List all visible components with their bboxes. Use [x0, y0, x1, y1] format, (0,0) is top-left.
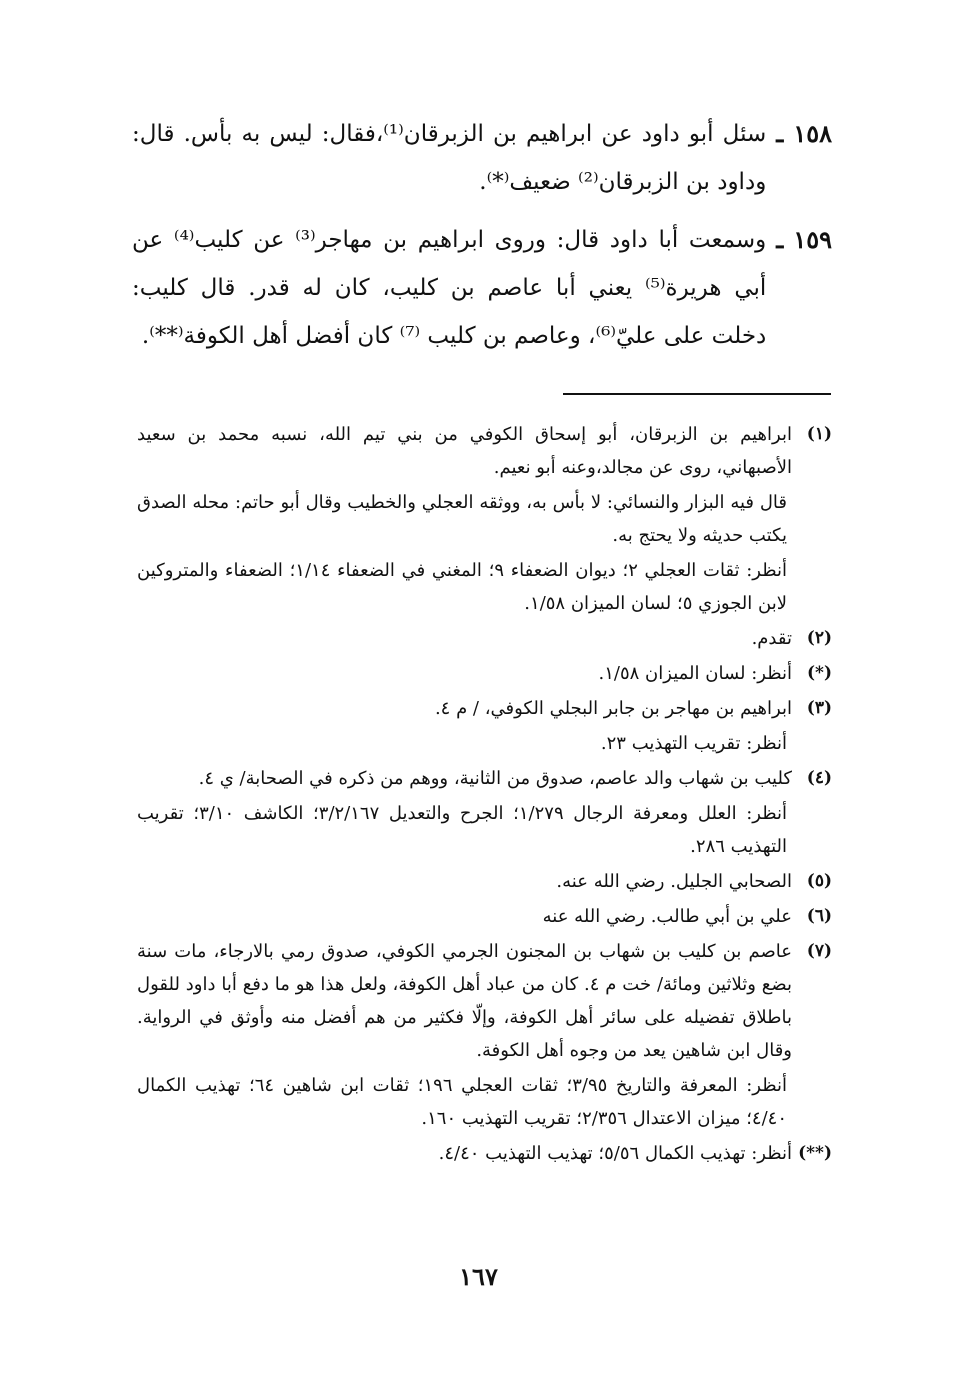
footnote-mark: (٢)	[806, 628, 832, 648]
footnote-text: أنظر: تهذيب الكمال ٥/٥٦؛ تهذيب التهذيب ٤/٤٠.	[438, 1143, 792, 1164]
footnote-mark: (*)	[807, 663, 832, 683]
footnote-text: كليب بن شهاب والد عاصم، صدوق من الثانية، ووهم من ذكره في الصحابة/ ي ٤.	[198, 768, 792, 789]
footnote-2	[137, 622, 832, 655]
entry-159	[132, 216, 832, 360]
footnote-text: أنظر: لسان الميزان ١/٥٨.	[598, 663, 792, 684]
footnote-text: علي بن أبي طالب. رضي الله عنه	[542, 906, 792, 927]
entry-text: وسمعت أبا داود قال: وروى ابراهيم بن مهاجر⁽³⁾ عن كليب⁽⁴⁾ عن أبي هريرة⁽⁵⁾ يعني أبا عاصم بن كليب، كان له قدر. قال كليب: دخلت على عليّ⁽⁶⁾، وعاصم بن كليب ⁽⁷⁾ كان أفضل أهل الكوفة⁽**⁾.	[132, 227, 767, 349]
footnote-double-star	[137, 1137, 832, 1170]
footnote-1-sub-2: أنظر: ثقات العجلي ٢؛ ديوان الضعفاء ٩؛ المغني في الضعفاء ١/١٤؛ الضعفاء والمتروكين لابن الجوزي ٥؛ لسان الميزان ١/٥٨.	[137, 560, 788, 614]
footnote-mark: (٦)	[806, 906, 832, 926]
footnote-mark: (٤)	[806, 768, 832, 788]
footnote-6	[137, 900, 832, 933]
footnote-star	[137, 657, 832, 690]
footnote-7-sub-1: أنظر: المعرفة والتاريخ ٣/٩٥؛ ثقات العجلي ١٩٦؛ ثقات ابن شاهين ٦٤؛ تهذيب الكمال ٤/٤٠؛ ميزان الاعتدال ٢/٣٥٦؛ تقريب التهذيب ١٦٠.	[137, 1075, 788, 1129]
footnote-mark: (**)	[798, 1143, 832, 1163]
main-text	[132, 110, 832, 370]
entry-text: سئل أبو داود عن ابراهيم بن الزبرقان⁽¹⁾،فقال: ليس به بأس. قال: وداود بن الزبرقان⁽²⁾ ضعيف⁽*⁾.	[132, 121, 767, 195]
footnote-4-sub-1: أنظر: العلل ومعرفة الرجال ١/٢٧٩؛ الجرح والتعديل ٣/٢/١٦٧؛ الكاشف ٣/١٠؛ تقريب التهذيب ٢٨٦.	[137, 803, 787, 857]
footnote-text: ابراهيم بن مهاجر بن جابر البجلي الكوفي، / م ٤.	[434, 698, 792, 719]
footnote-7	[137, 935, 832, 1067]
footnote-mark: (٧)	[806, 941, 832, 961]
footnote-3	[137, 692, 832, 725]
footnote-mark: (٣)	[806, 698, 832, 718]
footnote-mark: (٥)	[806, 871, 832, 891]
footnote-1	[137, 418, 832, 484]
footnote-4	[137, 762, 832, 795]
page-number: ١٦٧	[459, 1262, 498, 1291]
footnote-text: تقدم.	[751, 628, 792, 649]
footnote-text: الصحابي الجليل. رضي الله عنه.	[556, 871, 792, 892]
footnote-5	[137, 865, 832, 898]
entry-number: ١٥٩	[793, 225, 832, 254]
footnote-divider	[563, 393, 831, 395]
footnote-3-sub-1: أنظر: تقريب التهذيب ٢٣.	[600, 733, 787, 754]
entry-dash: ـ	[776, 225, 784, 254]
entry-158	[132, 110, 832, 206]
footnotes	[137, 418, 832, 1172]
footnote-text: ابراهيم بن الزبرقان، أبو إسحاق الكوفي من بني تيم الله، نسبه محمد بن سعيد الأصبهاني، روى عن مجالد،وعنه أبو نعيم.	[137, 424, 792, 478]
entry-number: ١٥٨	[793, 119, 832, 148]
entry-dash: ـ	[776, 119, 784, 148]
footnote-mark: (١)	[806, 424, 832, 444]
footnote-text: عاصم بن كليب بن شهاب بن المجنون الجرمي الكوفي، صدوق رمي بالارجاء، مات سنة بضع وثلاثين ومائة/ خت م ٤. كان من عباد أهل الكوفة، ولعل هذا هو ما دفع أبا داود للقول باطلاق تفضيله على سائر أهل الكوفة، وإلّا فكثير من هم أفضل منه وأوثق في الرواية. وقال ابن شاهين يعد من وجوه أهل الكوفة.	[137, 941, 792, 1061]
footnote-1-sub-1: قال فيه البزار والنسائي: لا بأس به، ووثقه العجلي والخطيب وقال أبو حاتم: محله الصدق يكتب حديثه ولا يحتج به.	[137, 492, 787, 546]
